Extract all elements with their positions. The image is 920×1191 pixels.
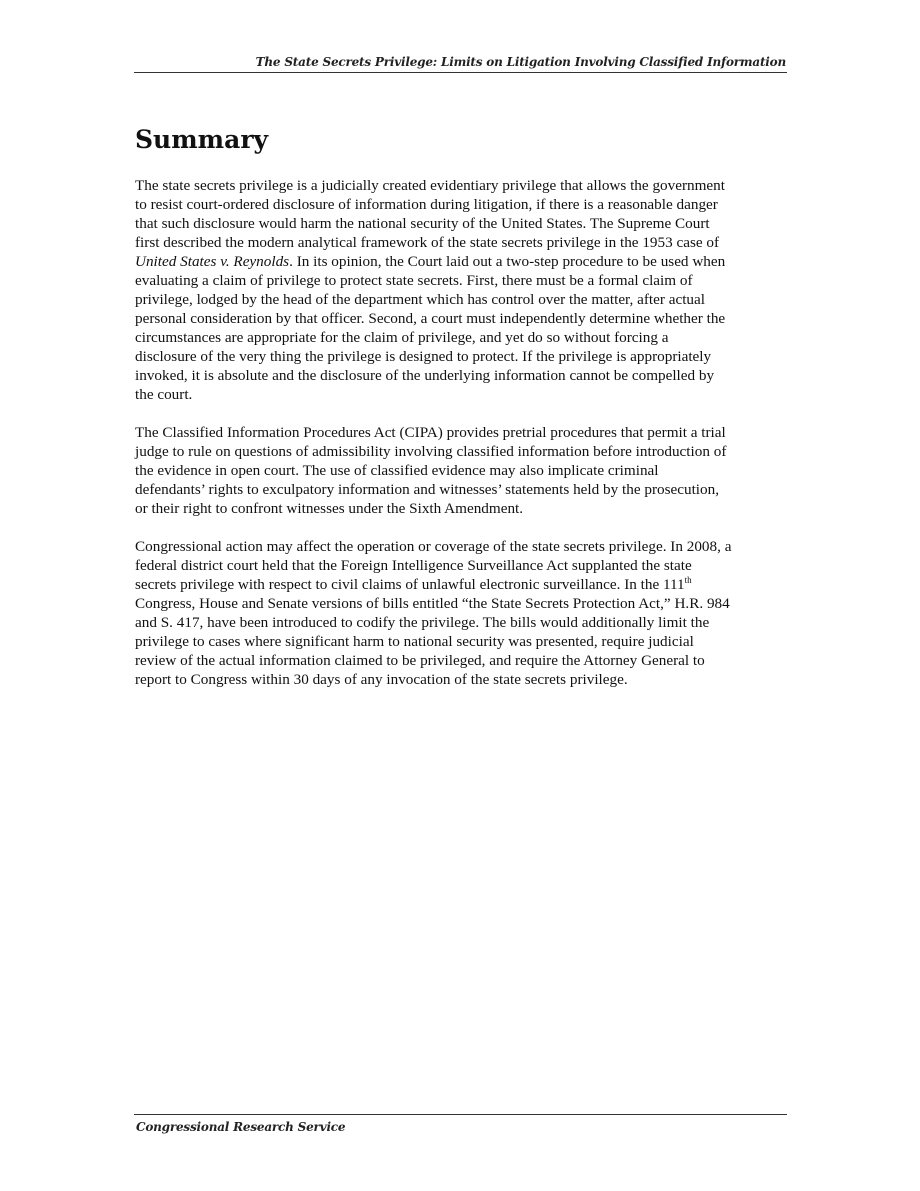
paragraph-line: federal district court held that the Foreign Intelligence Surveillance Act supplanted the state bbox=[135, 557, 692, 574]
paragraph-line: Congress, House and Senate versions of bills entitled “the State Secrets Protection Act,” H.R. 984 bbox=[135, 595, 730, 612]
line-text: secrets privilege with respect to civil claims of unlawful electronic surveillance. In the 111 bbox=[135, 576, 685, 593]
paragraph-line: judge to rule on questions of admissibility involving classified information before introduction of bbox=[135, 443, 727, 460]
section-title: Summary bbox=[135, 125, 269, 154]
running-header: The State Secrets Privilege: Limits on Litigation Involving Classified Information bbox=[255, 55, 786, 69]
paragraph-line: invoked, it is absolute and the disclosure of the underlying information cannot be compelled by bbox=[135, 367, 715, 384]
paragraph-line: or their right to confront witnesses under the Sixth Amendment. bbox=[135, 500, 524, 517]
paragraph-line: review of the actual information claimed to be privileged, and require the Attorney General to bbox=[135, 652, 705, 669]
paragraph-line: the court. bbox=[135, 386, 193, 403]
paragraph-line: that such disclosure would harm the national security of the United States. The Supreme Court bbox=[135, 215, 710, 232]
paragraph-line: privilege, lodged by the head of the department which has control over the matter, after actual bbox=[135, 291, 705, 308]
paragraph-line: and S. 417, have been introduced to codify the privilege. The bills would additionally limit the bbox=[135, 614, 710, 631]
paragraph-line: The Classified Information Procedures Act (CIPA) provides pretrial procedures that permit a trial bbox=[135, 424, 726, 441]
paragraph-line: personal consideration by that officer. Second, a court must independently determine whether the bbox=[135, 310, 726, 327]
line-text: . In its opinion, the Court laid out a two-step procedure to be used when bbox=[289, 253, 726, 270]
paragraph-line: report to Congress within 30 days of any invocation of the state secrets privilege. bbox=[135, 671, 628, 688]
paragraph-line: evaluating a claim of privilege to protect state secrets. First, there must be a formal claim of bbox=[135, 272, 693, 289]
summary-paragraph-1 bbox=[135, 176, 795, 404]
footer-divider bbox=[134, 1114, 787, 1115]
summary-body bbox=[135, 176, 795, 708]
running-footer: Congressional Research Service bbox=[136, 1120, 346, 1134]
summary-paragraph-2 bbox=[135, 423, 795, 518]
paragraph-line: the evidence in open court. The use of classified evidence may also implicate criminal bbox=[135, 462, 659, 479]
paragraph-line: privilege to cases where significant harm to national security was presented, require judicial bbox=[135, 633, 694, 650]
paragraph-line: disclosure of the very thing the privilege is designed to protect. If the privilege is appropriately bbox=[135, 348, 712, 365]
paragraph-line bbox=[135, 252, 795, 271]
paragraph-line: to resist court-ordered disclosure of information during litigation, if there is a reasonable danger bbox=[135, 196, 718, 213]
summary-paragraph-3 bbox=[135, 537, 795, 689]
paragraph-line: defendants’ rights to exculpatory information and witnesses’ statements held by the prosecution, bbox=[135, 481, 720, 498]
case-citation: United States v. Reynolds bbox=[135, 253, 290, 270]
paragraph-line: circumstances are appropriate for the claim of privilege, and yet do so without forcing a bbox=[135, 329, 669, 346]
paragraph-line: The state secrets privilege is a judicially created evidentiary privilege that allows the government bbox=[135, 177, 725, 194]
paragraph-line: Congressional action may affect the operation or coverage of the state secrets privilege. In 2008, a bbox=[135, 538, 732, 555]
header-divider bbox=[134, 72, 787, 73]
ordinal-superscript: th bbox=[684, 575, 692, 585]
paragraph-line bbox=[135, 575, 795, 594]
paragraph-line: first described the modern analytical framework of the state secrets privilege in the 1953 case of bbox=[135, 234, 720, 251]
